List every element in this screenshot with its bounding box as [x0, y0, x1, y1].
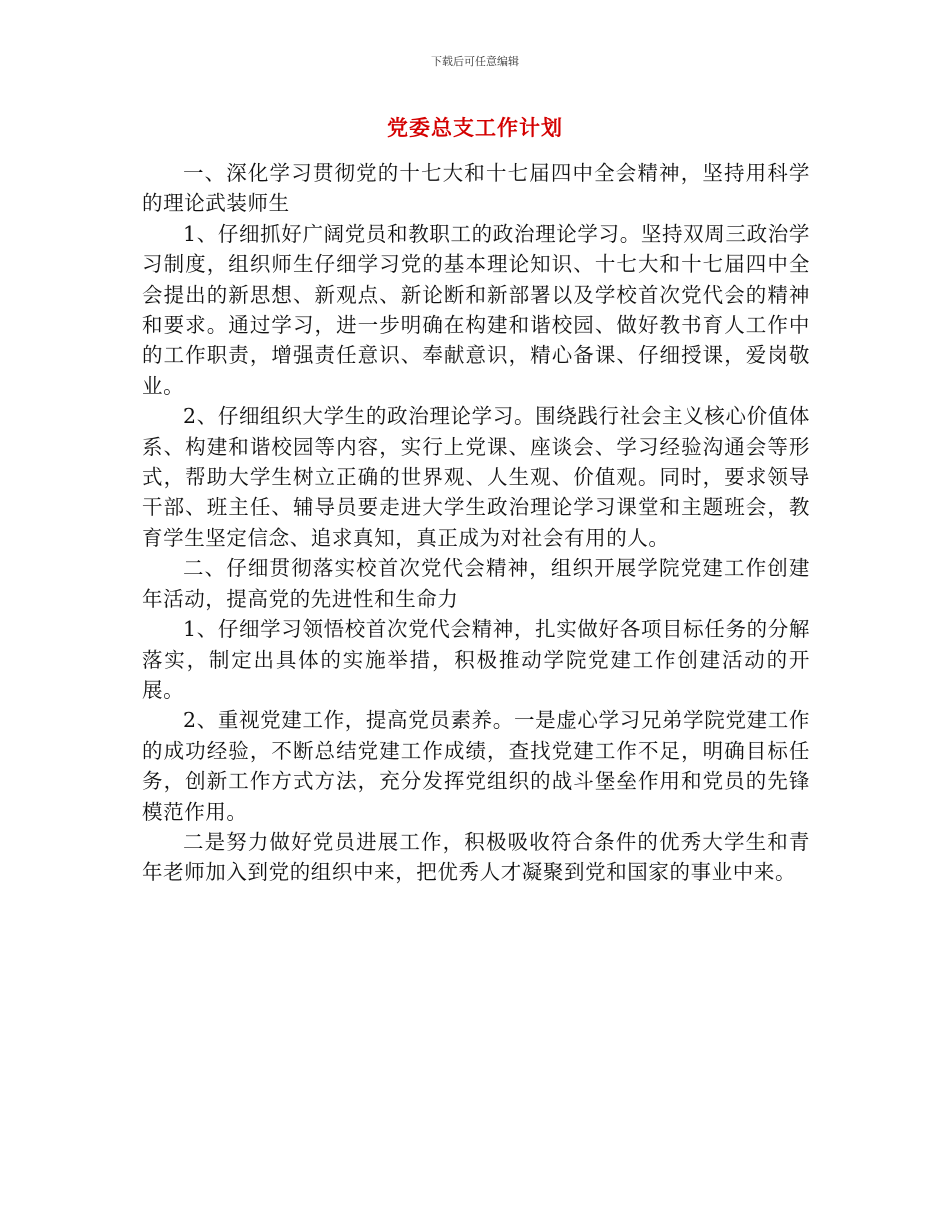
paragraph-1-2: 2、仔细组织大学生的政治理论学习。围绕践行社会主义核心价值体系、构建和谐校园等内容，实行上党课、座谈会、学习经验沟通会等形式，帮助大学生树立正确的世界观、人生观、价值观。同时，要求领导干部、班主任、辅导员要走进大学生政治理论学习课堂和主题班会，教育学生坚定信念、追求真知，真正成为对社会有用的人。	[142, 404, 810, 550]
paragraph-2-2: 2、重视党建工作，提高党员素养。一是虚心学习兄弟学院党建工作的成功经验，不断总结党建工作成绩，查找党建工作不足，明确目标任务，创新工作方式方法，充分发挥党组织的战斗堡垒作用和党员的先锋模范作用。	[142, 708, 810, 824]
section-heading-2: 二、仔细贯彻落实校首次党代会精神，组织开展学院党建工作创建年活动，提高党的先进性和生命力	[142, 556, 810, 611]
paragraph-2-1: 1、仔细学习领悟校首次党代会精神，扎实做好各项目标任务的分解落实，制定出具体的实施举措，积极推动学院党建工作创建活动的开展。	[142, 617, 810, 702]
paragraph-2-3: 二是努力做好党员进展工作，积极吸收符合条件的优秀大学生和青年老师加入到党的组织中来，把优秀人才凝聚到党和国家的事业中来。	[142, 829, 810, 885]
document-body	[142, 158, 810, 888]
header-note: 下载后可任意编辑	[431, 55, 519, 68]
paragraph-1-1: 1、仔细抓好广阔党员和教职工的政治理论学习。坚持双周三政治学习制度，组织师生仔细学习党的基本理论知识、十七大和十七届四中全会提出的新思想、新观点、新论断和新部署以及学校首次党代会的精神和要求。通过学习，进一步明确在构建和谐校园、做好教书育人工作中的工作职责，增强责任意识、奉献意识，精心备课、仔细授课，爱岗敬业。	[142, 221, 810, 398]
document-title: 党委总支工作计划	[387, 116, 563, 140]
section-heading-1: 一、深化学习贯彻党的十七大和十七届四中全会精神，坚持用科学的理论武装师生	[142, 161, 810, 216]
